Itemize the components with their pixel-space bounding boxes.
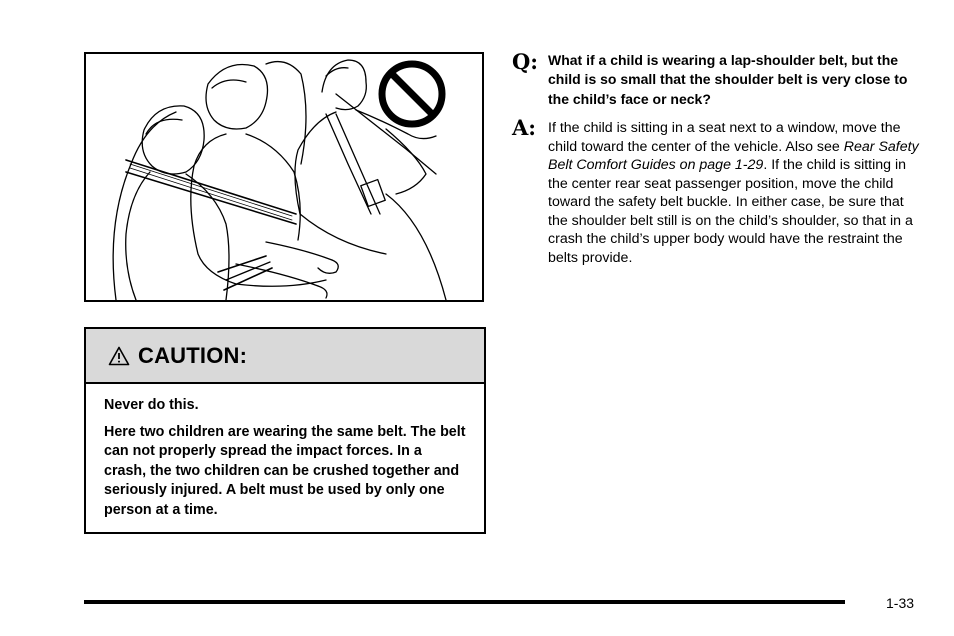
footer-rule: [84, 600, 845, 604]
cross-reference-link[interactable]: Rear Safety Belt Comfort Guides on page 1-29: [548, 138, 919, 173]
answer-text-part: If the child is sitting in a seat next to a window, move the child toward the center of the vehicle. Also see: [548, 120, 901, 155]
page-number: 1-33: [886, 595, 915, 611]
caution-header: [86, 329, 484, 384]
caution-paragraph: Never do this.: [104, 397, 199, 413]
answer-text-part: . If the child is sitting in the center rear seat passenger position, move the child toward the safety belt buckle. In either case, be sure that the shoulder belt still is on the child’s shoulder, so that in a crash the child’s upper body would have the restraint the belts provide.: [548, 157, 913, 266]
answer-text: [548, 116, 922, 267]
question-marker: Q:: [512, 49, 539, 74]
question-block: [512, 50, 922, 109]
caution-box: [84, 327, 486, 534]
caution-title: CAUTION:: [138, 342, 248, 368]
prohibited-icon: [382, 64, 442, 124]
caution-body: [86, 384, 484, 520]
caution-paragraph: Here two children are wearing the same belt. The belt can not properly spread the impact forces. In a crash, the two children can be crushed together and seriously injured. A belt must be used by only one person at a time.: [104, 423, 466, 518]
answer-marker: A:: [512, 115, 537, 140]
question-text: What if a child is wearing a lap-shoulder belt, but the child is so small that the shoulder belt is very close to the child’s face or neck?: [548, 52, 908, 107]
two-children-one-belt-illustration: [84, 52, 484, 302]
line-drawing: [86, 54, 482, 300]
warning-triangle-icon: [108, 346, 130, 366]
answer-block: [512, 116, 922, 267]
